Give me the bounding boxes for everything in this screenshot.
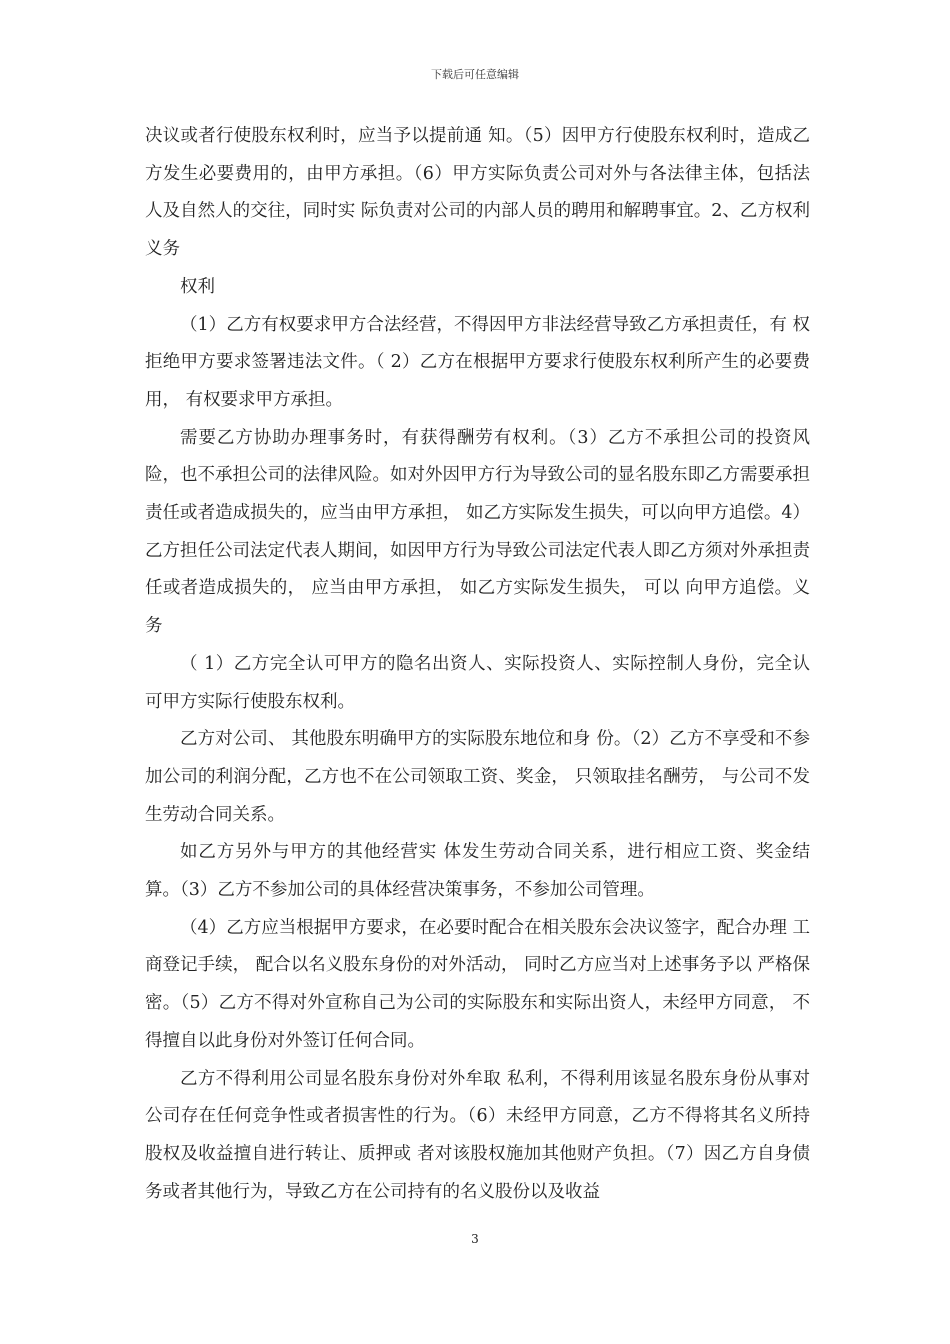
paragraph-right-3: 需要乙方协助办理事务时，有获得酬劳有权利。（3）乙方不承担公司的投资风险，也不承担公司的法律风险。如对外因甲方行为导致公司的显名股东即乙方需要承担责任或者造成损失的，应当由甲方承担， 如乙方实际发生损失，可以向甲方追偿。4）乙方担任公司法定代表人期间，如因甲方行为导致公司法定代表人即乙方须对外承担责任或者造成损失的， 应当由甲方承担， 如乙方实际发生损失， 可以 向甲方追偿。义务 (145, 427, 810, 637)
paragraph-duty-1: （ 1）乙方完全认可甲方的隐名出资人、实际投资人、实际控制人身份，完全认 可甲方实际行使股东权利。 (145, 653, 810, 712)
document-body (145, 118, 810, 1211)
page-header: 下载后可任意编辑 (431, 68, 519, 81)
paragraph-right-1: （1）乙方有权要求甲方合法经营，不得因甲方非法经营导致乙方承担责任，有 权拒绝甲方要求签署违法文件。（ 2）乙方在根据甲方要求行使股东权利所产生的必要费用， 有权要求甲方承担。 (145, 314, 810, 410)
paragraph-continuation: 决议或者行使股东权利时，应当予以提前通 知。（5）因甲方行使股东权利时，造成乙方发生必要费用的，由甲方承担。（6）甲方实际负责公司对外与各法律主体，包括法人及自然人的交往，同时实 际负责对公司的内部人员的聘用和解聘事宜。2、乙方权利义务 (145, 126, 810, 260)
paragraph-duty-3: 如乙方另外与甲方的其他经营实 体发生劳动合同关系，进行相应工资、奖金结算。（3）乙方不参加公司的具体经营决策事务，不参加公司管理。 (145, 842, 810, 901)
paragraph-duty-2: 乙方对公司、 其他股东明确甲方的实际股东地位和身 份。（2）乙方不享受和不参加公司的利润分配，乙方也不在公司领取工资、奖金， 只领取挂名酬劳， 与公司不发生劳动合同关系。 (145, 729, 810, 825)
paragraph-rights-heading: 权利 (180, 276, 215, 297)
page-number: 3 (471, 1232, 479, 1246)
paragraph-duty-4: （4）乙方应当根据甲方要求，在必要时配合在相关股东会决议签字，配合办理 工商登记手续， 配合以名义股东身份的对外活动， 同时乙方应当对上述事务予以 严格保密。（5）乙方不得对外宣称自己为公司的实际股东和实际出资人，未经甲方同意， 不得擅自以此身份对外签订任何合同。 (145, 917, 810, 1051)
paragraph-duty-6: 乙方不得利用公司显名股东身份对外牟取 私利，不得利用该显名股东身份从事对公司存在任何竞争性或者损害性的行为。（6）未经甲方同意，乙方不得将其名义所持股权及收益擅自进行转让、质押或 者对该股权施加其他财产负担。（7）因乙方自身债务或者其他行为，导致乙方在公司持有的名义股份以及收益 (145, 1068, 810, 1202)
